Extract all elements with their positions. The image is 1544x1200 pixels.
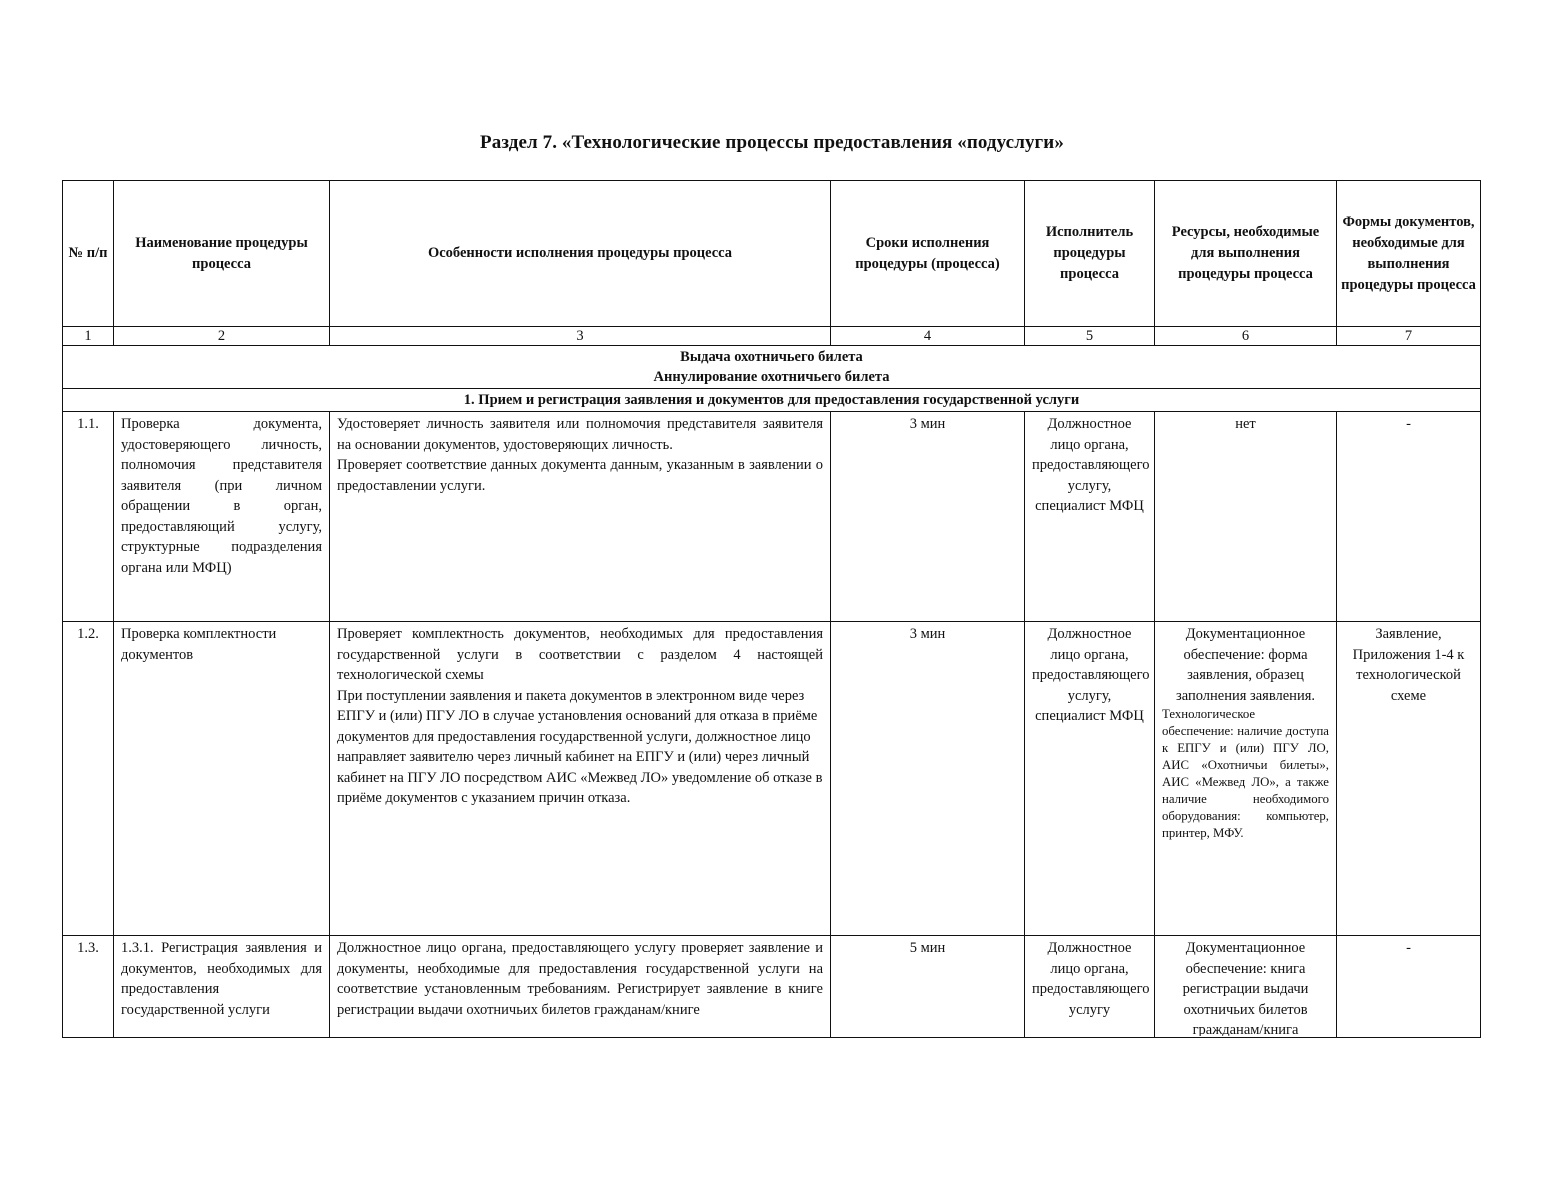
procedure-features <box>330 936 831 1038</box>
header-cell: Ресурсы, необходимые для выполнения процедуры процесса <box>1155 181 1337 327</box>
procedure-name-text: 1.3.1. Регистрация заявления и документов, необходимых для предоставления государственной услуги <box>121 940 322 1018</box>
column-number: 7 <box>1337 327 1481 346</box>
header-row <box>63 181 1481 327</box>
procedure-forms: Заявление, Приложения 1-4 к технологической схеме <box>1337 622 1481 936</box>
procedure-term: 5 мин <box>831 936 1025 1038</box>
procedure-resources <box>1155 622 1337 936</box>
resources-main: Документационное обеспечение: книга регистрации выдачи охотничьих билетов гражданам/книга <box>1182 940 1309 1036</box>
header-cell: Сроки исполнения процедуры (процесса) <box>831 181 1025 327</box>
group-title-row <box>63 346 1481 389</box>
procedure-term: 3 мин <box>831 412 1025 622</box>
procedure-features <box>330 412 831 622</box>
procedure-features <box>330 622 831 936</box>
group-title-1: Выдача охотничьего билета <box>680 349 863 365</box>
row-number: 1.1. <box>63 412 114 622</box>
header-cell: Формы документов, необходимые для выполнения процедуры процесса <box>1337 181 1481 327</box>
feature-paragraph: При поступлении заявления и пакета документов в электронном виде через ЕПГУ и (или) ПГУ ЛО в случае установления оснований для отказа в приёме документов для предоставления государственной услуги, должностное лицо направляет заявителю через личный кабинет на ЕПГУ и (или) через личный кабинет на ПГУ ЛО посредством АИС «Межвед ЛО» уведомление об отказе в приёме документов с указанием причин отказа. <box>337 687 823 806</box>
column-number: 6 <box>1155 327 1337 346</box>
resources-main: нет <box>1235 416 1256 432</box>
feature-paragraph: Должностное лицо органа, предоставляющего услугу проверяет заявление и документы, необходимые для предоставления государственной услуги на соответствие установленным требованиям. Регистрирует заявление в книге регистрации выдачи охотничьих билетов гражданам/книге <box>337 940 823 1018</box>
section-title-row <box>63 389 1481 412</box>
procedure-name <box>114 936 330 1038</box>
procedure-resources <box>1155 412 1337 622</box>
header-cell: № п/п <box>63 181 114 327</box>
section-title: 1. Прием и регистрация заявления и документов для предоставления государственной услуги <box>63 389 1481 412</box>
procedure-name: Проверка комплектности документов <box>114 622 330 936</box>
procedure-executor: Должностное лицо органа, предоставляющего услугу, специалист МФЦ <box>1025 412 1155 622</box>
group-title-2: Аннулирование охотничьего билета <box>653 369 890 385</box>
column-number: 3 <box>330 327 831 346</box>
procedure-term: 3 мин <box>831 622 1025 936</box>
procedure-executor: Должностное лицо органа, предоставляющего услугу, специалист МФЦ <box>1025 622 1155 936</box>
resources-extra: Технологическое обеспечение: наличие доступа к ЕПГУ и (или) ПГУ ЛО, АИС «Охотничьи билеты», АИС «Межвед ЛО», а также наличие необходимого оборудования: компьютер, принтер, МФУ. <box>1162 707 1329 840</box>
feature-paragraph: Удостоверяет личность заявителя или полномочия представителя заявителя на основании документов, удостоверяющих личность. <box>337 416 823 453</box>
resources-main: Документационное обеспечение: форма заявления, образец заполнения заявления. <box>1175 626 1315 704</box>
procedure-forms: - <box>1337 936 1481 1038</box>
process-table <box>62 180 1481 1038</box>
feature-paragraph: Проверяет соответствие данных документа данным, указанным в заявлении о предоставлении услуги. <box>337 457 823 494</box>
header-cell: Исполнитель процедуры процесса <box>1025 181 1155 327</box>
column-number-row <box>63 327 1481 346</box>
procedure-forms: - <box>1337 412 1481 622</box>
procedure-resources <box>1155 936 1337 1038</box>
column-number: 5 <box>1025 327 1155 346</box>
group-title-cell <box>63 346 1481 389</box>
header-cell: Наименование процедуры процесса <box>114 181 330 327</box>
table-row <box>63 936 1481 1038</box>
column-number: 1 <box>63 327 114 346</box>
column-number: 4 <box>831 327 1025 346</box>
row-number: 1.3. <box>63 936 114 1038</box>
column-number: 2 <box>114 327 330 346</box>
feature-paragraph: Проверяет комплектность документов, необходимых для предоставления государственной услуги в соответствии с разделом 4 настоящей технологической схемы <box>337 626 823 683</box>
header-cell: Особенности исполнения процедуры процесса <box>330 181 831 327</box>
table-row <box>63 412 1481 622</box>
procedure-name: Проверка документа, удостоверяющего личность, полномочия представителя заявителя (при личном обращении в орган, предоставляющий услугу, структурные подразделения органа или МФЦ) <box>114 412 330 622</box>
page-title: Раздел 7. «Технологические процессы предоставления «подуслуги» <box>480 132 1064 153</box>
procedure-executor: Должностное лицо органа, предоставляющего услугу <box>1025 936 1155 1038</box>
row-number: 1.2. <box>63 622 114 936</box>
table-row <box>63 622 1481 936</box>
